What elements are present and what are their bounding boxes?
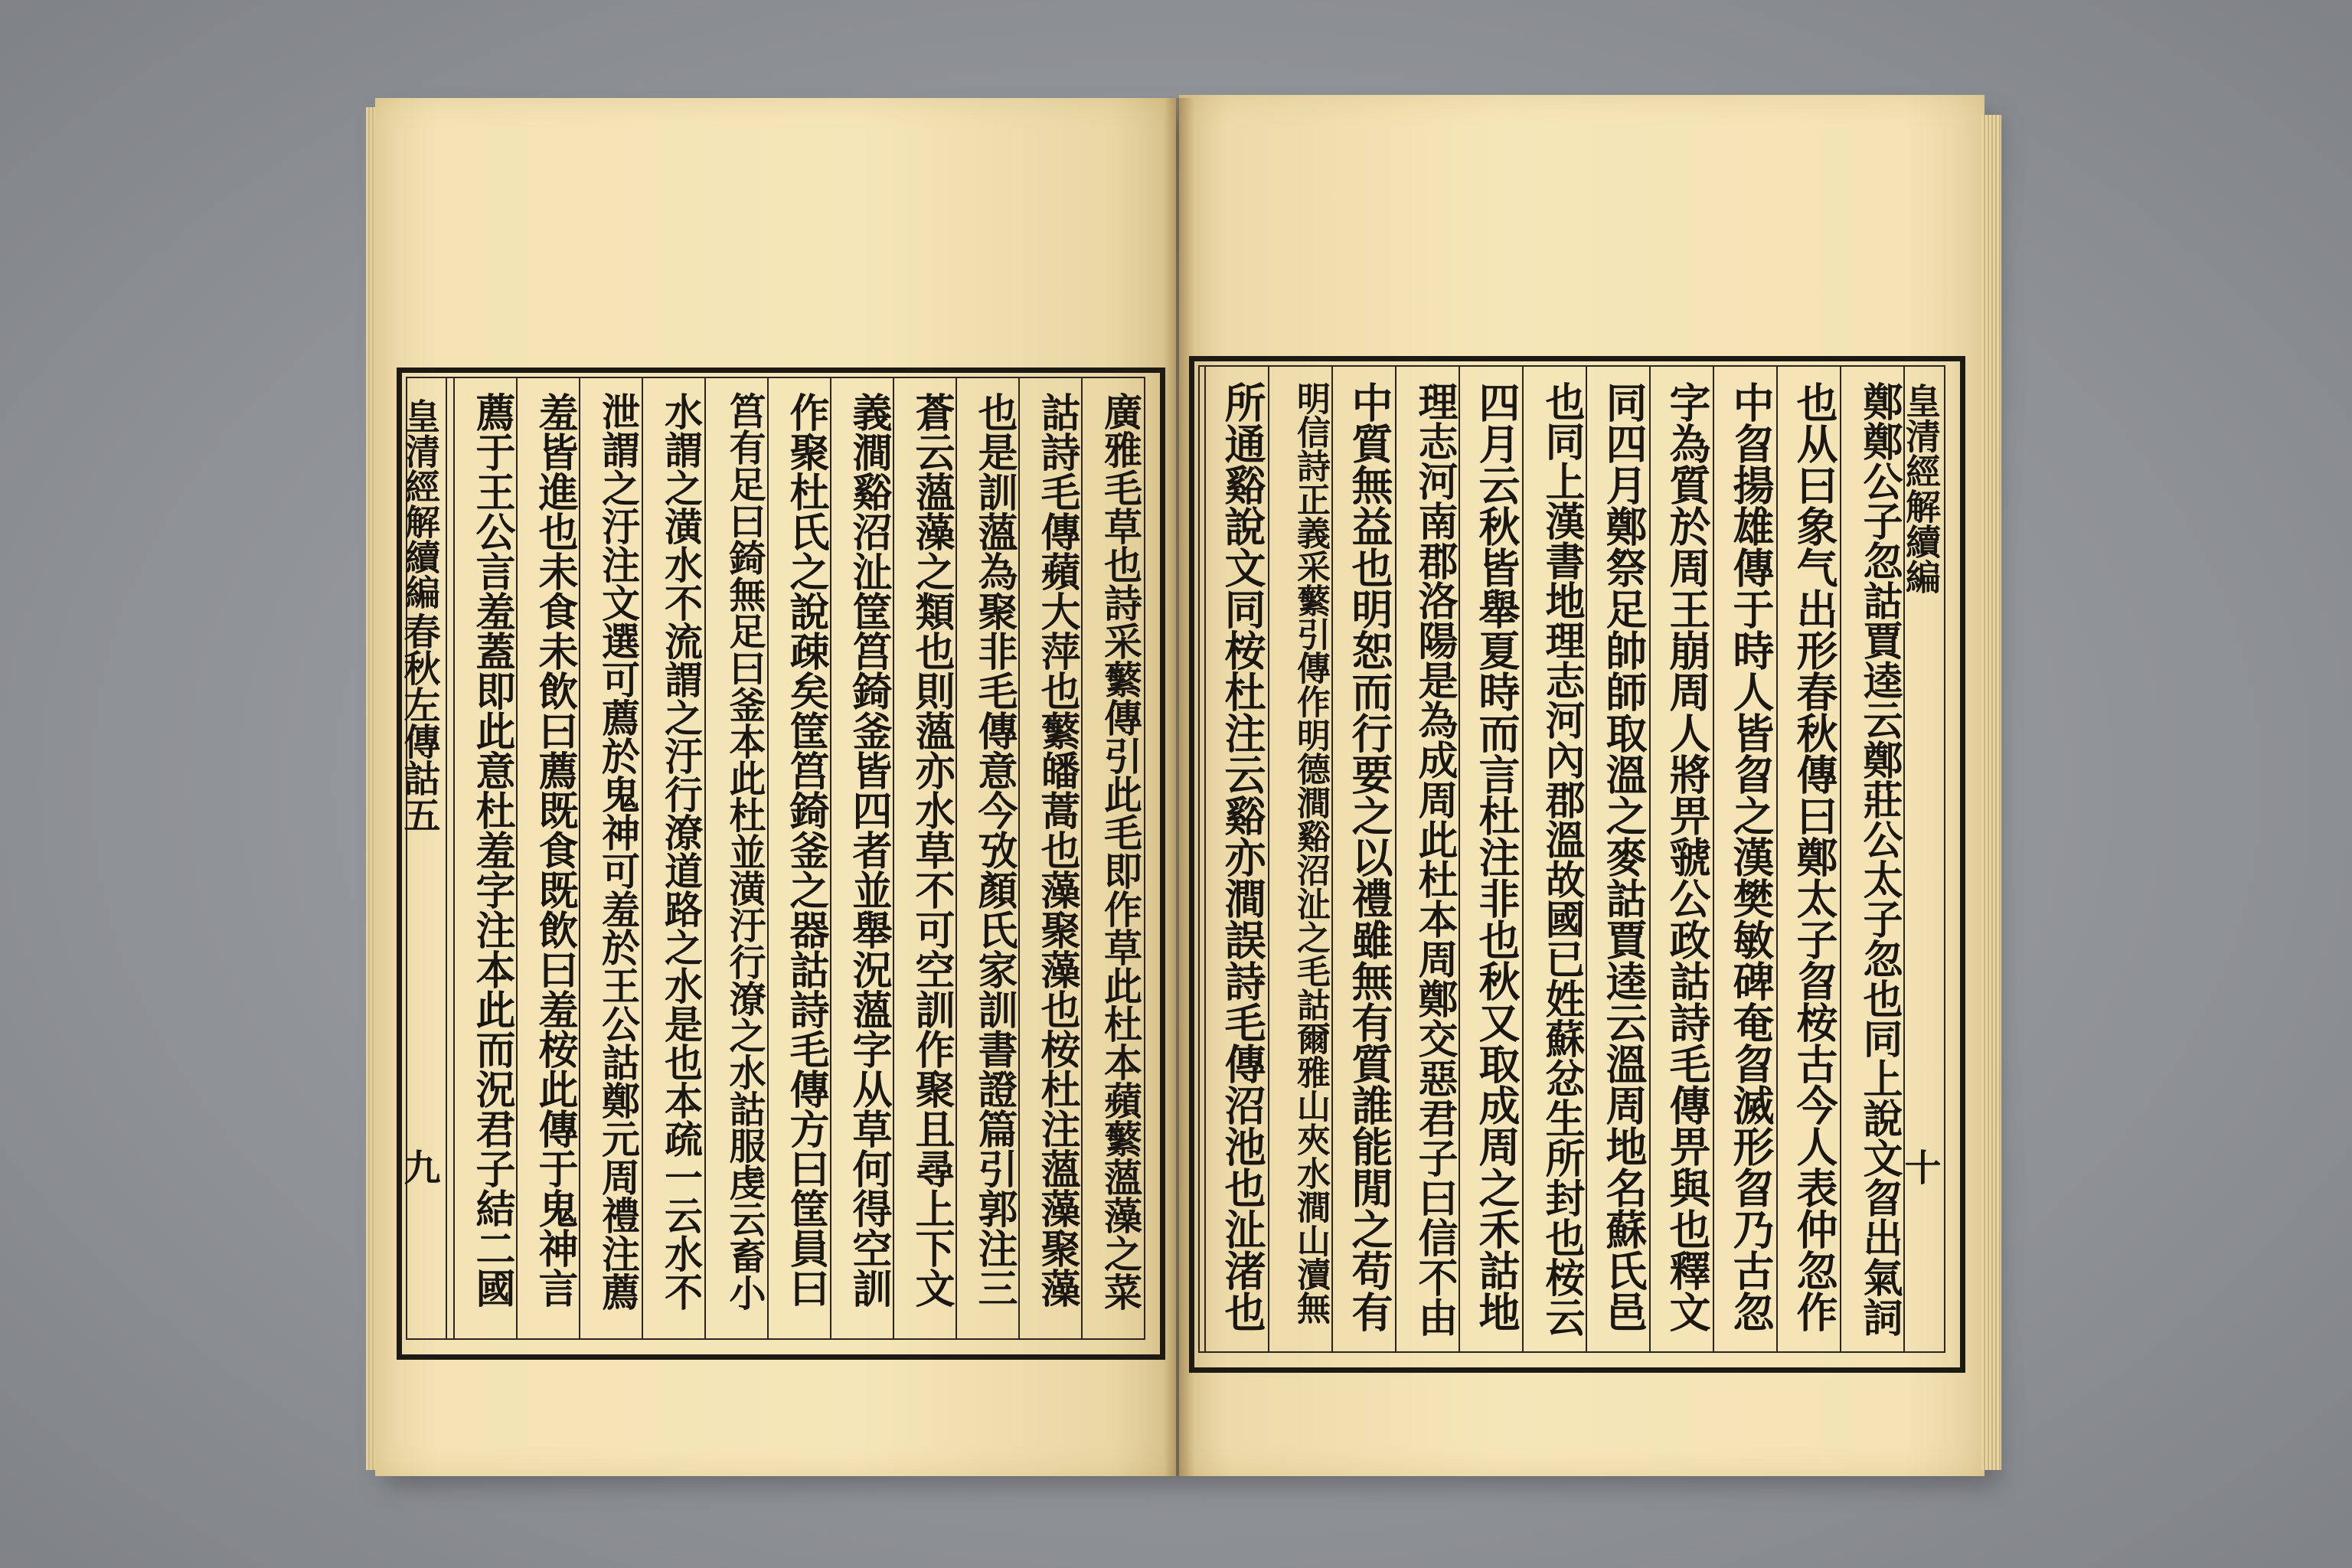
right-text-column: 明信詩正義采蘩引傳作明德澗谿沼沚之毛詁爾雅山夾水澗山瀆無: [1291, 381, 1330, 1325]
right-text-column: 鄭鄭公子忽詁賈逵云鄭莊公太子忽也同上說文曶出氣詞: [1856, 381, 1903, 1337]
right-text-column: 中曶揚雄傳于時人皆曶之漢樊敏碑奄曶滅形曶乃古忽: [1726, 381, 1775, 1332]
right-text-column: 理志河南郡洛陽是為成周此杜本周鄭交惡君子曰信不由: [1411, 381, 1458, 1337]
left-text-column: 詁詩毛傳蘋大萍也蘩皤蒿也藻聚藻也桉杜注薀藻聚藻: [1034, 392, 1080, 1308]
right-text-column: 也从曰象气出形春秋傳曰鄭太子曶桉古今人表仲忽作: [1790, 381, 1839, 1332]
left-show-through: [1057, 115, 1107, 345]
left-banxin-subtitle: 春秋左傳詁五: [397, 612, 440, 833]
left-banxin-leaf-number: 九: [397, 1148, 440, 1185]
right-text-column: 所通谿說文同桉杜注云谿亦澗誤詩毛傳沼池也沚渚也: [1218, 381, 1267, 1332]
left-column-rule: [1018, 377, 1020, 1338]
right-banxin-leaf-number: 十: [1898, 1148, 1941, 1185]
right-column-rule: [1204, 366, 1206, 1352]
left-column-rule: [516, 377, 518, 1338]
left-column-rule: [1081, 377, 1083, 1338]
right-column-rule: [1331, 366, 1333, 1352]
left-column-rule: [579, 377, 580, 1338]
left-text-column: 也是訓薀為聚非毛傳意今攷顏氏家訓書證篇引郭注三: [971, 392, 1018, 1308]
left-column-rule: [642, 377, 643, 1338]
left-text-column: 薦于王公言羞蓋即此意杜羞字注本此而況君子結二國: [469, 392, 515, 1308]
right-column-rule: [1522, 366, 1524, 1352]
left-column-rule: [956, 377, 957, 1338]
left-column-rule: [453, 377, 455, 1338]
right-column-rule: [1840, 366, 1841, 1352]
right-column-rule: [1713, 366, 1714, 1352]
left-column-rule: [704, 377, 706, 1338]
left-banxin-rule: [446, 378, 447, 1340]
right-text-column: 中質無益也明恕而行要之以禮雖無有質誰能閒之苟有: [1345, 381, 1394, 1332]
left-text-column: 廣雅毛草也詩采蘩傳引此毛即作草此杜本蘋蘩薀藻之菜: [1098, 392, 1143, 1311]
right-column-rule: [1395, 366, 1396, 1352]
left-column-rule: [830, 377, 831, 1338]
left-text-column: 筥有足曰錡無足曰釜本此杜並潢汙行潦之水詁服虔云畜小: [723, 392, 766, 1311]
left-text-column: 蒼云薀藻之類也則薀亦水草不可空訓作聚且尋上下文: [908, 392, 955, 1308]
left-column-rule: [893, 377, 894, 1338]
right-column-rule: [1586, 366, 1587, 1352]
left-text-column: 義澗谿沼沚筐筥錡釜皆四者並舉況薀字从草何得空訓: [845, 392, 892, 1308]
right-text-column: 四月云秋皆舉夏時而言杜注非也秋又取成周之禾詁地: [1472, 381, 1521, 1332]
right-column-rule: [1649, 366, 1651, 1352]
right-text-column: 字為質於周王崩周人將畀虢公政詁詩毛傳畀與也釋文: [1663, 381, 1712, 1332]
right-column-rule: [1776, 366, 1778, 1352]
right-page-stack-edge: [1981, 115, 2001, 1470]
right-text-column: 也同上漢書地理志河內郡溫故國已姓蘇忿生所封也桉云: [1538, 381, 1585, 1337]
left-text-column: 水謂之潢水不流謂之汙行潦道路之水是也本疏一云水不: [658, 392, 704, 1311]
left-column-rule: [767, 377, 769, 1338]
left-banxin-title: 皇清經解續編: [400, 398, 441, 609]
right-column-rule: [1459, 366, 1460, 1352]
left-text-column: 作聚杜氏之說疎矣筐筥錡釜之器詁詩毛傳方曰筐員曰: [782, 392, 829, 1308]
right-column-rule: [1268, 366, 1269, 1352]
right-text-column: 同四月鄭祭足帥師取溫之麥詁賈逵云溫周地名蘇氏邑: [1599, 381, 1648, 1332]
right-banxin-title: 皇清經解續編: [1900, 383, 1942, 594]
left-text-column: 羞皆進也未食未飲曰薦既食既飲曰羞桉此傳于鬼神言: [531, 392, 578, 1308]
left-text-column: 泄謂之汙注文選可薦於鬼神可羞於王公詁鄭元周禮注薦: [596, 392, 641, 1311]
